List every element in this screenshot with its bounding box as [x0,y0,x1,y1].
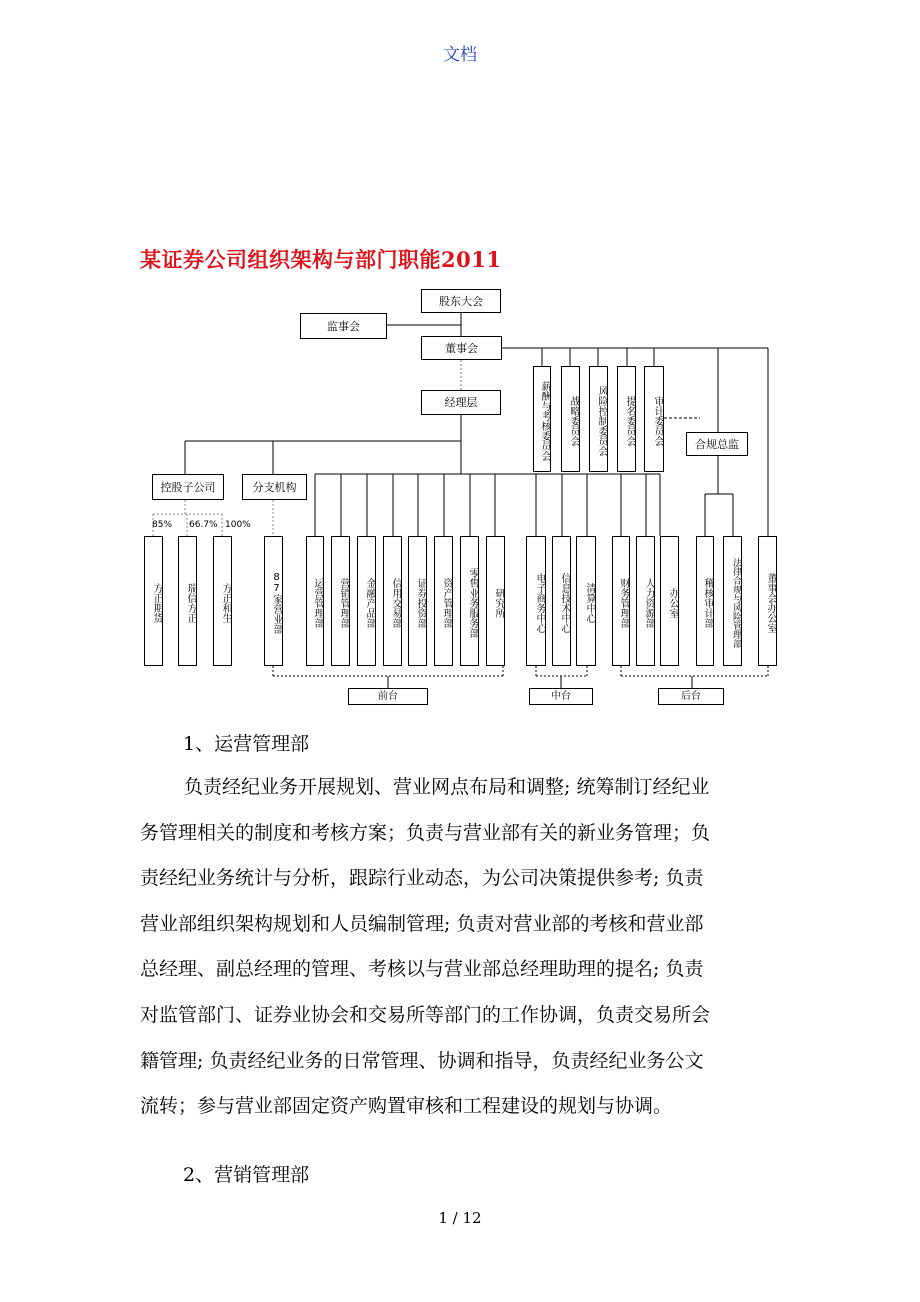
section-paragraph [140,765,780,1130]
compliance-dept-box: 稽核审计部 [696,536,714,666]
middle-dept-box: 电子商务中心 [526,536,546,666]
subsidiary-box: 方正期货 [144,536,163,666]
ownership-percent: 100% [225,520,251,530]
front-dept-box: 运营管理部 [306,536,324,666]
paragraph-line: 对监管部门、证券业协会和交易所等部门的工作协调，负责交易所会 [140,1003,711,1026]
org-subsidiaries: 控股子公司 [152,474,224,500]
front-dept-box: 营销管理部 [331,536,350,666]
group-front-label: 前台 [348,688,428,705]
page-title: 某证券公司组织架构与部门职能2011 [140,247,502,272]
subsidiary-box: 瑞信方正 [178,536,197,666]
back-dept-box: 办公室 [660,536,679,666]
paragraph-line: 责经纪业务统计与分析，跟踪行业动态，为公司决策提供参考; 负责 [140,867,704,890]
paragraph-line: 负责经纪业务开展规划、营业网点布局和调整; 统筹制订经纪业 [184,776,710,798]
org-supervisors: 监事会 [300,313,387,339]
back-dept-box: 人力资源部 [636,536,655,666]
document-header-label: 文档 [443,45,477,65]
middle-dept-box: 清算中心 [576,536,596,666]
subsidiary-box: 方正和生 [213,536,232,666]
ownership-percent: 66.7% [189,520,218,530]
paragraph-line: 总经理、副总经理的管理、考核以与营业部总经理助理的提名; 负责 [140,958,704,981]
front-dept-box: 信用交易部 [383,536,402,666]
committee-box: 审计委员会 [644,366,664,472]
paragraph-line: 流转；参与营业部固定资产购置审核和工程建设的规划与协调。 [140,1095,673,1118]
page-number: 1 / 12 [438,1209,482,1227]
committee-box: 提名委员会 [617,366,636,472]
committee-box: 薪酬与考核委员会 [533,366,551,472]
group-middle-label: 中台 [529,688,593,705]
front-dept-box: 研究所 [486,536,505,666]
paragraph-line: 籍管理; 负责经纪业务的日常管理、协调和指导，负责经纪业务公文 [140,1049,704,1072]
middle-dept-box: 信息技术中心 [552,536,571,666]
paragraph-line: 务管理相关的制度和考核方案；负责与营业部有关的新业务管理；负 [140,821,711,844]
committee-box: 风险控制委员会 [589,366,608,472]
compliance-dept-box: 法律合规与风险管理部 [723,536,742,666]
front-dept-box: 证券投资部 [408,536,427,666]
section-heading: 2、营销管理部 [183,1164,310,1186]
ownership-percent: 85% [152,520,173,530]
org-compliance-officer: 合规总监 [686,432,748,456]
paragraph-line: 营业部组织架构规划和人员编制管理; 负责对营业部的考核和营业部 [140,912,704,935]
board-office-box: 董事会办公室 [758,536,777,666]
branch-box: 87家营业部 [264,536,283,666]
org-management: 经理层 [421,390,501,415]
org-shareholders: 股东大会 [421,289,501,313]
org-branches: 分支机构 [242,474,307,500]
front-dept-box: 金融产品部 [357,536,376,666]
section-heading: 1、运营管理部 [183,733,310,755]
committee-box: 战略委员会 [561,366,580,472]
front-dept-box: 资产管理部 [434,536,453,666]
org-board: 董事会 [421,336,502,360]
group-back-label: 后台 [658,688,724,705]
front-dept-box: 零售业务服务部 [460,536,479,666]
back-dept-box: 财务管理部 [612,536,630,666]
